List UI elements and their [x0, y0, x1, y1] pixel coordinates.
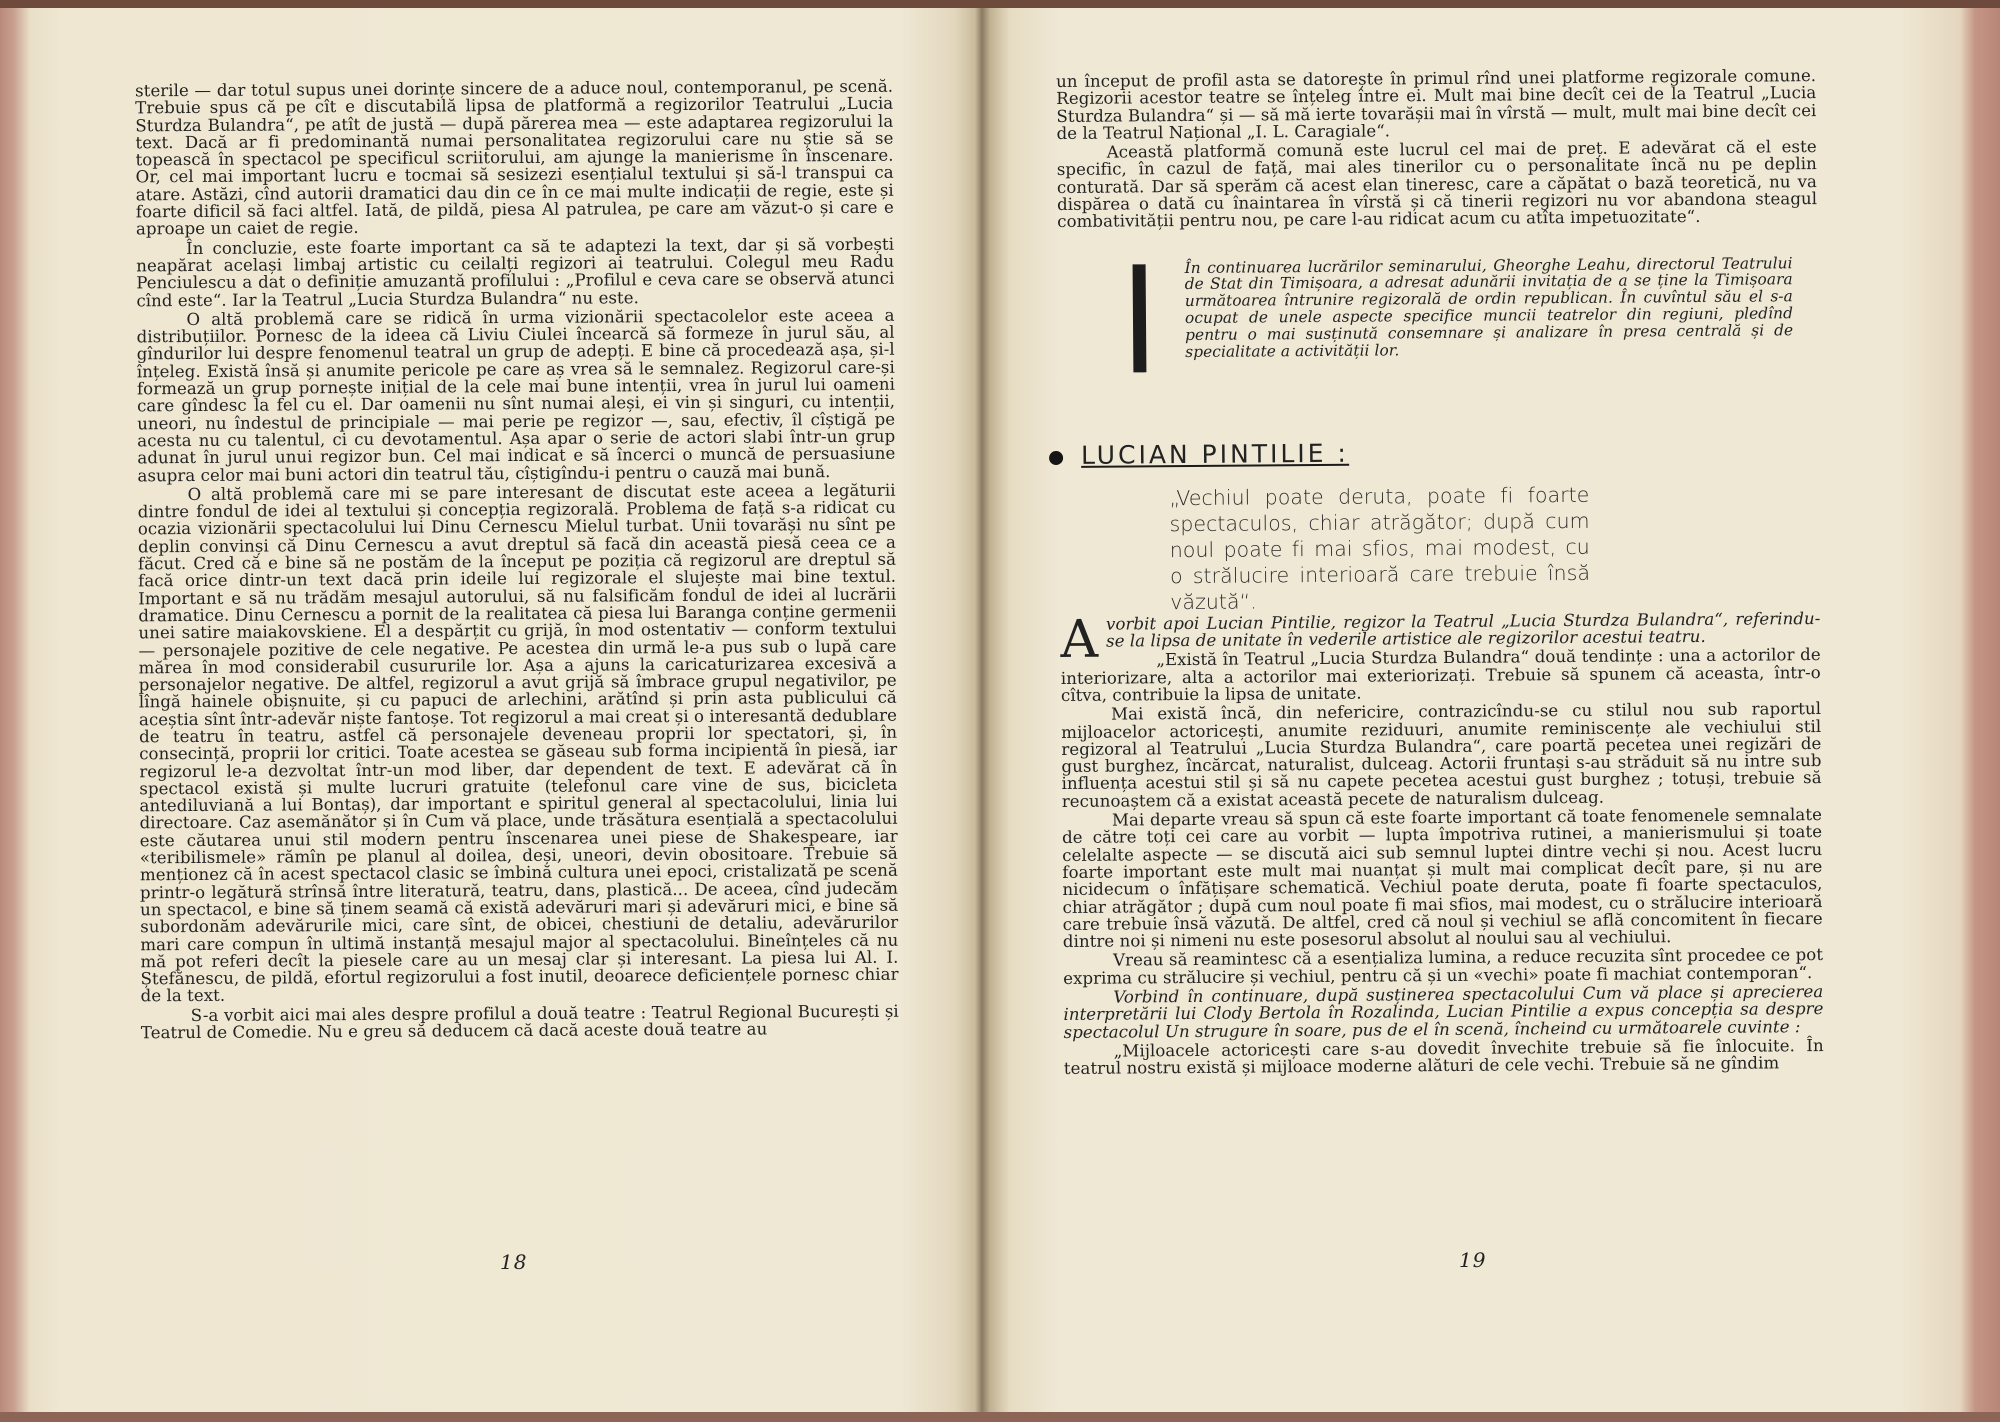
- pull-quote: „Vechiul poate deruta, poate fi foarte spectaculos, chiar atrăgător; după cum noul poate fi mai sfios, mai modest, cu o strălucire interioară care trebuie însă văzută“.: [1169, 482, 1591, 614]
- lead-text: vorbit apoi Lucian Pintilie, regizor la Teatrul „Lucia Sturdza Bulandra“, referindu-se la lipsa de unitate în vederile artistice ale regizorilor acestui teatru.: [1105, 608, 1821, 651]
- paragraph: În concluzie, este foarte important ca să te adaptezi la text, dar și să vorbești neapărat același limbaj artistic cu ceilalți regizori ai teatrului. Colegul meu Radu Penciulescu a dat o definiție amuzantă profilului : „Profilul e ceva care se observă atunci cînd este“. Iar la Teatrul „Lucia Sturdza Bulandra“ nu este.: [136, 234, 895, 310]
- speaker-heading: [1049, 439, 1819, 471]
- right-page: [1000, 0, 1960, 1410]
- note-text: În continuarea lucrărilor seminarului, Gheorghe Leahu, directorul Teatrului de Stat din Timișoara, a adresat adunării invitația de a se ține la Timișoara următoarea întrunire regizorală de ordin republican. În cuvîntul său el s-a ocupat de unele aspecte specifice muncii teatrelor din regiuni, pledînd pentru o mai susținută consemnare și analizare în presa centrală și de specialitate a activității lor.: [1184, 253, 1794, 361]
- note-bar-icon: [1133, 264, 1147, 372]
- editorial-note: [1133, 255, 1794, 361]
- paragraph: O altă problemă care mi se pare interesant de discutat este aceea a legăturii dintre fondul de idei al textului și concepția regizorală. Problema de față s-a ridicat cu ocazia vizionării spectacolului lui Dinu Cernescu Mielul turbat. Unii tovarăși nu sînt pe deplin convinși că Dinu Cernescu a avut dreptul să facă din această piesă ceea ce a făcut. Cred că e bine să ne postăm de la început pe poziția că regizorul are dreptul să facă orice dintr-un text dacă prin ideile lui regizorale el slujește mai bine textul. Important e să nu trădăm mesajul autorului, să nu falsificăm fondul de idei al lucrării dramatice. Dinu Cernescu a pornit de la realitatea că piesa lui Baranga conține germenii unei satire maiakovskiene. El a despărțit cu grijă, în mod ostentativ — conform textului — personajele pozitive de cele negative. Pe acestea din urmă le-a pus sub o lupă care mărea în mod considerabil cusururile lor. Așa a ajuns la caricaturizarea excesivă a personajelor negative. De altfel, regizorul a avut grijă să îmbrace grupul negativilor, pe lîngă hainele obișnuite, și cu papuci de arlechini, arătînd și prin asta publicului că aceștia sînt într-adevăr niște fantoșe. Tot regizorul a mai creat și o interesantă dedublare de teatru în teatru, astfel că personajele deveneau proprii lor spectatori, și, în consecință, proprii lor critici. Toate acestea se găseau sub forma incipientă în piesă, iar regizorul le-a dezvoltat într-un mod liber, dar dependent de text. E adevărat că în spectacol există și multe lucruri gratuite (telefonul care vine de sus, bicicleta antediluviană a lui Bontaș), dar important e spiritul general al spectacolului, linia lui directoare. Caz asemănător și în Cum vă place, unde trăsătura esențială a spectacolului este căutarea unui stil modern pentru înscenarea unei piese de Shakespeare, iar «teribilismele» rămîn pe planul al doilea, deși, uneori, devin obositoare. Trebuie să menționez că în acest spectacol clasic se îmbină cultura unei epoci, cristalizată pe scenă printr-o legătură strînsă între literatură, teatru, dans, plastică... De aceea, cînd judecăm un spectacol, e bine să ținem seamă că există adevăruri mari și adevăruri mici, e bine să subordonăm adevărurile mici, care sînt, de obicei, chestiuni de detaliu, adevărurilor mari care compun în ultimă instanță mesajul major al spectacolului. Bineînțeles că nu mă pot referi decît la piesele care au un mesaj clar și interesant. La piesa lui Al. I. Ștefănescu, de pildă, efortul regizorului a fost inutil, deoarece deficiențele pornesc chiar de la text.: [137, 480, 899, 1006]
- paragraph: un început de profil asta se datorește în primul rînd unei platforme regizorale comune. Regizorii acestor teatre se înțeleg între ei. Mult mai bine decît cei de la Teatrul „Lucia Sturdza Bulandra“ și — să mă ierte tovarășii mai în vîrstă — mult, mult mai bine decît cei de la Teatrul Național „I. L. Caragiale“.: [1056, 66, 1817, 143]
- paragraph: Vorbind în continuare, după susținerea spectacolului Cum vă place și aprecierea interpretării lui Clody Bertola în Rozalinda, Lucian Pintilie a expus concepția sa despre spectacolul Un strugure în soare, pus de el în scenă, încheind cu următoarele cuvinte :: [1063, 981, 1824, 1042]
- paragraph: O altă problemă care se ridică în urma vizionării spectacolelor este aceea a distribuțiilor. Pornesc de la ideea că Liviu Ciulei încearcă să formeze în jurul său, al gîndurilor lui despre fenomenul teatral un grup de adepți. E bine că procedează așa, și-l înțeleg. Există însă și anumite pericole pe care aș vrea să le semnalez. Regizorul care-și formează un grup pornește inițial de la cele mai bune intenții, vrea în jurul lui oameni care gîndesc la fel cu el. Dar oamenii nu sînt numai aleși, ei vin și singuri, cu intenții, uneori, nu îndestul de principiale — mai perie pe regizor —, sau, efectiv, îl cîștigă pe acesta nu cu talentul, ci cu devotamentul. Așa apar o serie de actori slabi într-un grup adunat în jurul unui regizor bun. Cel mai indicat e să încerci o muncă de persuasiune asupra celor mai buni actori din teatrul tău, cîștigîndu-i pentru o cauză mai bună.: [136, 305, 896, 485]
- paragraph: sterile — dar totul supus unei dorințe sincere de a aduce noul, contemporanul, pe scenă. Trebuie spus că pe cît e discutabilă lipsa de platformă a regizorilor Teatrului „Lucia Sturdza Bulandra“, pe atît de justă — după părerea mea — este adaptarea regizorului la text. Dacă ar fi predominantă numai personalitatea regizorului care nu știe să se topească în spectacol pe specificul scriitorului, am ajunge la manierisme în înscenare. Or, cel mai important lucru e tocmai să sesizezi esențialul textului și să-l transpui ca atare. Astăzi, cînd autorii dramatici dau din ce în ce mai multe indicații de regie, este și foarte dificil să faci altfel. Iată, de pildă, piesa Al patrulea, pe care am văzut-o și care e aproape un caiet de regie.: [135, 76, 894, 239]
- speaker-name: LUCIAN PINTILIE :: [1080, 439, 1350, 471]
- paragraph: S-a vorbit aici mai ales despre profilul a două teatre : Teatrul Regional București și Teatrul de Comedie. Nu e greu să deducem că dacă aceste două teatre au: [140, 1001, 899, 1043]
- right-text-column: [1056, 67, 1824, 1079]
- paragraph: „Mijloacele actoricești care s-au dovedit învechite trebuie să fie înlocuite. În teatrul nostru există și mijloace moderne alături de cele vechi. Trebuie să ne gîndim: [1063, 1035, 1824, 1079]
- paragraph: Vreau să reamintesc că a esențializa lumina, a reduce recuzita sînt procedee ce pot exprima cu strălucire și vechiul, pentru că și un «vechi» poate fi machiat contemporan“.: [1063, 945, 1824, 988]
- cover-edge-bottom: [0, 1412, 2000, 1422]
- paragraph: „Există în Teatrul „Lucia Sturdza Bulandra“ două tendințe : una a actorilor de interiorizare, alta a actorilor mai exteriorizați. Trebuie să spunem că aceasta, într-o cîtva, contribuie la lipsa de unitate.: [1060, 645, 1821, 705]
- page-number: 18: [500, 1250, 528, 1274]
- paragraph: Mai există încă, din nefericire, contrazicîndu-se cu stilul nou sub raportul mijloacelor actoricești, anumite reziduuri, anumite reminiscențe ale vechiului stil regizoral al Teatrului „Lucia Sturdza Bulandra“, care poartă pecetea unei regizări de gust burghez, încărcat, naturalist, dulceag. Actorii fruntași s-au străduit să nu intre sub influența acestui stil și să nu capete pecetea acestui gust burghez ; totuși, trebuie să recunoaștem că a existat această pecete de naturalism dulceag.: [1061, 699, 1822, 811]
- bullet-icon: [1049, 451, 1063, 465]
- drop-cap: A: [1060, 609, 1099, 670]
- page-number: 19: [1459, 1248, 1487, 1272]
- paragraph: Mai departe vreau să spun că este foarte important că toate fenomenele semnalate de către toți cei care au vorbit — lupta împotriva rutinei, a manierismului și toate celelalte aspecte — se discută aici sub semnul luptei dintre vechi și nou. Acest lucru foarte important este mult mai nuanțat și mult mai complicat decît pare, și nu are nicidecum o înfățișare schematică. Vechiul poate deruta, poate fi foarte spectaculos, chiar atrăgător ; după cum noul poate fi mai sfios, mai modest, cu o strălucire interioară care trebuie însă văzută. De altfel, cred că noul și vechiul se află concomitent în fiecare dintre noi și nimeni nu este posesorul absolut al noului sau al vechiului.: [1061, 805, 1823, 952]
- lead-paragraph: [1060, 608, 1821, 670]
- paragraph: Această platformă comună este lucrul cel mai de preț. E adevărat că el este specific, în cazul de față, mai ales tinerilor cu o personalitate încă nu pe deplin conturată. Dar să sperăm că acest elan tineresc, care a căpătat o bază teoretică, nu va dispărea o dată cu înaintarea în vîrstă și că tinerii regizori nu vor abandona steagul combativității pentru nou, pe care l-au ridicat acum cu atîta impetuozitate“.: [1056, 137, 1818, 232]
- left-text-column: [135, 78, 899, 1044]
- left-page: [30, 0, 970, 1410]
